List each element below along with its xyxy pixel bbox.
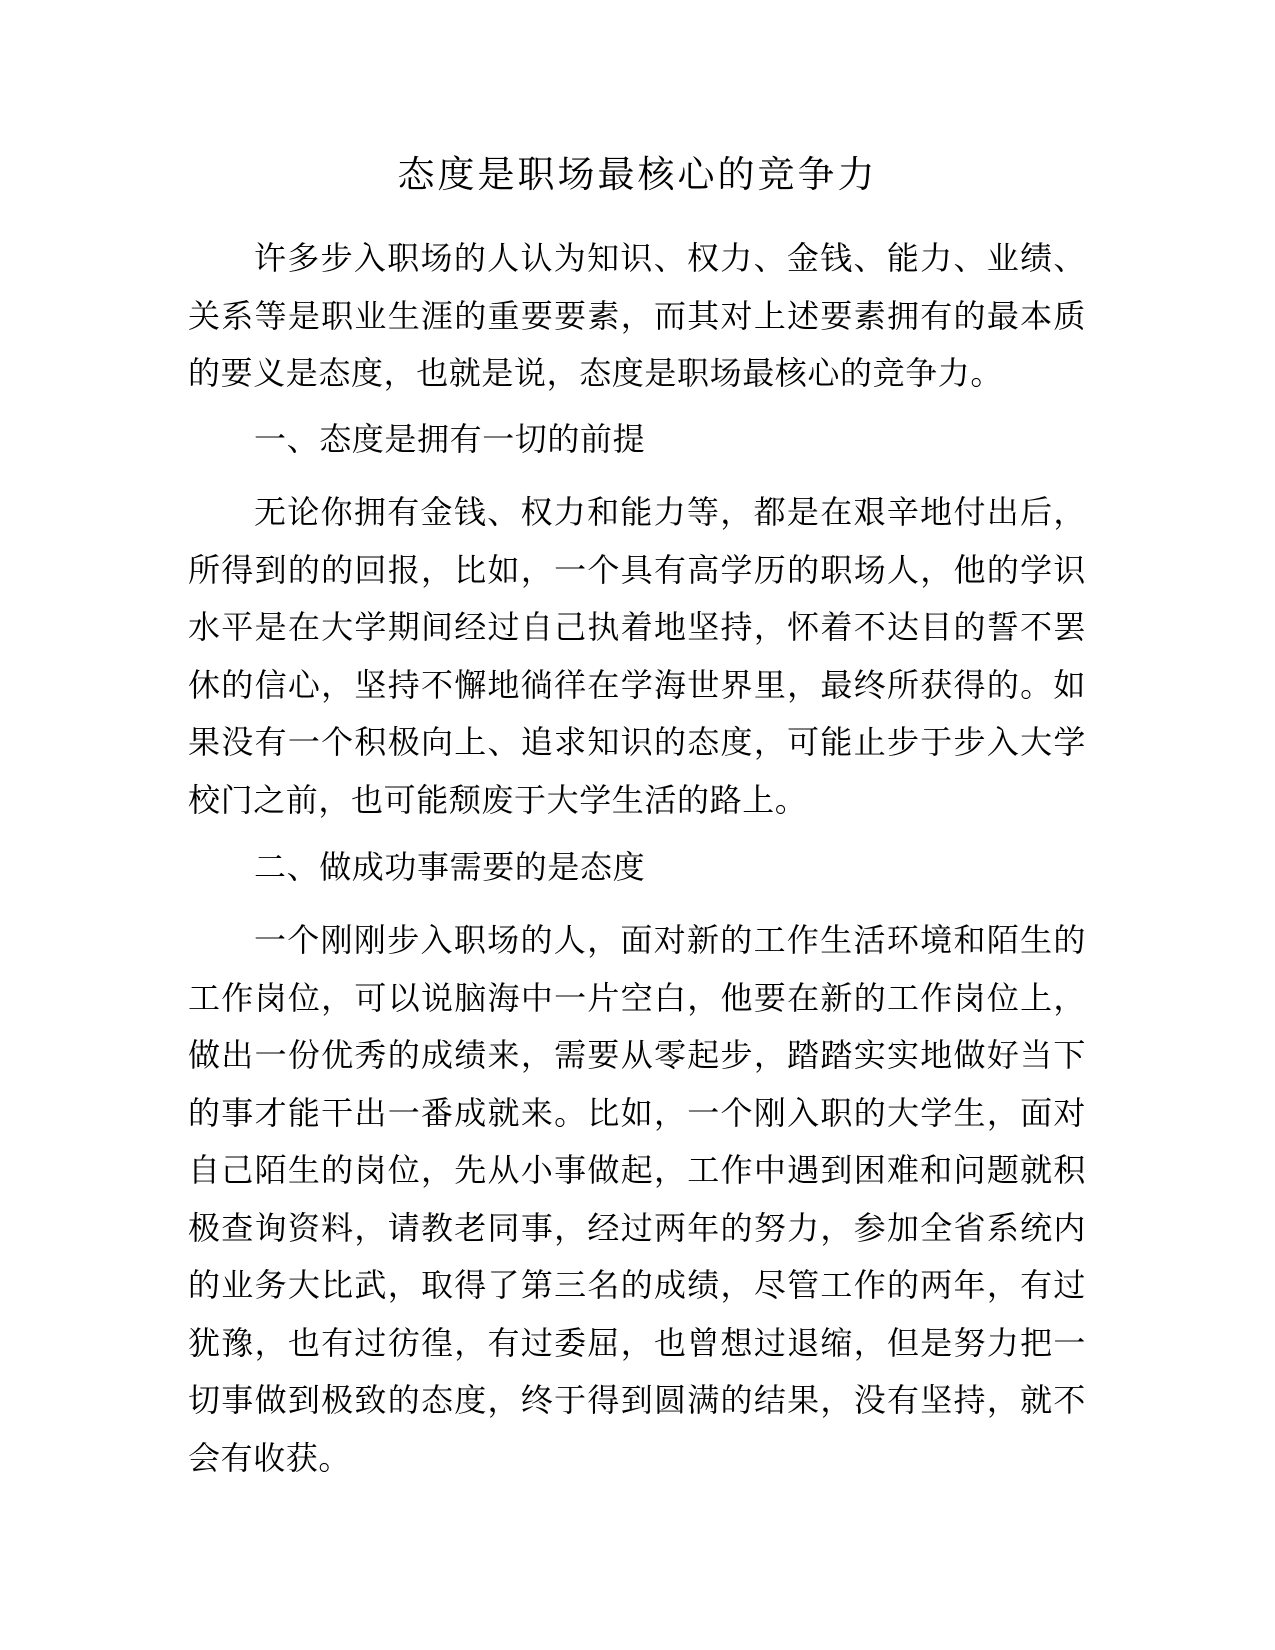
intro-paragraph: 许多步入职场的人认为知识、权力、金钱、能力、业绩、关系等是职业生涯的重要要素，而其对上述要素拥有的最本质的要义是态度，也就是说，态度是职场最核心的竞争力。 (188, 239, 1086, 392)
section-heading-2: 二、做成功事需要的是态度 (254, 848, 646, 886)
section-1-paragraph: 无论你拥有金钱、权力和能力等，都是在艰辛地付出后，所得到的的回报，比如，一个具有高学历的职场人，他的学识水平是在大学期间经过自己执着地坚持，怀着不达目的誓不罢休的信心，坚持不懈地徜徉在学海世界里，最终所获得的。如果没有一个积极向上、追求知识的态度，可能止步于步入大学校门之前，也可能颓废于大学生活的路上。 (188, 493, 1086, 819)
document-title: 态度是职场最核心的竞争力 (397, 153, 878, 196)
section-heading-1: 一、态度是拥有一切的前提 (254, 420, 646, 458)
section-2-paragraph: 一个刚刚步入职场的人，面对新的工作生活环境和陌生的工作岗位，可以说脑海中一片空白，他要在新的工作岗位上，做出一份优秀的成绩来，需要从零起步，踏踏实实地做好当下的事才能干出一番成就来。比如，一个刚入职的大学生，面对自己陌生的岗位，先从小事做起，工作中遇到困难和问题就积极查询资料，请教老同事，经过两年的努力，参加全省系统内的业务大比武，取得了第三名的成绩，尽管工作的两年，有过犹豫，也有过彷徨，有过委屈，也曾想过退缩，但是努力把一切事做到极致的态度，终于得到圆满的结果，没有坚持，就不会有收获。 (188, 921, 1086, 1477)
